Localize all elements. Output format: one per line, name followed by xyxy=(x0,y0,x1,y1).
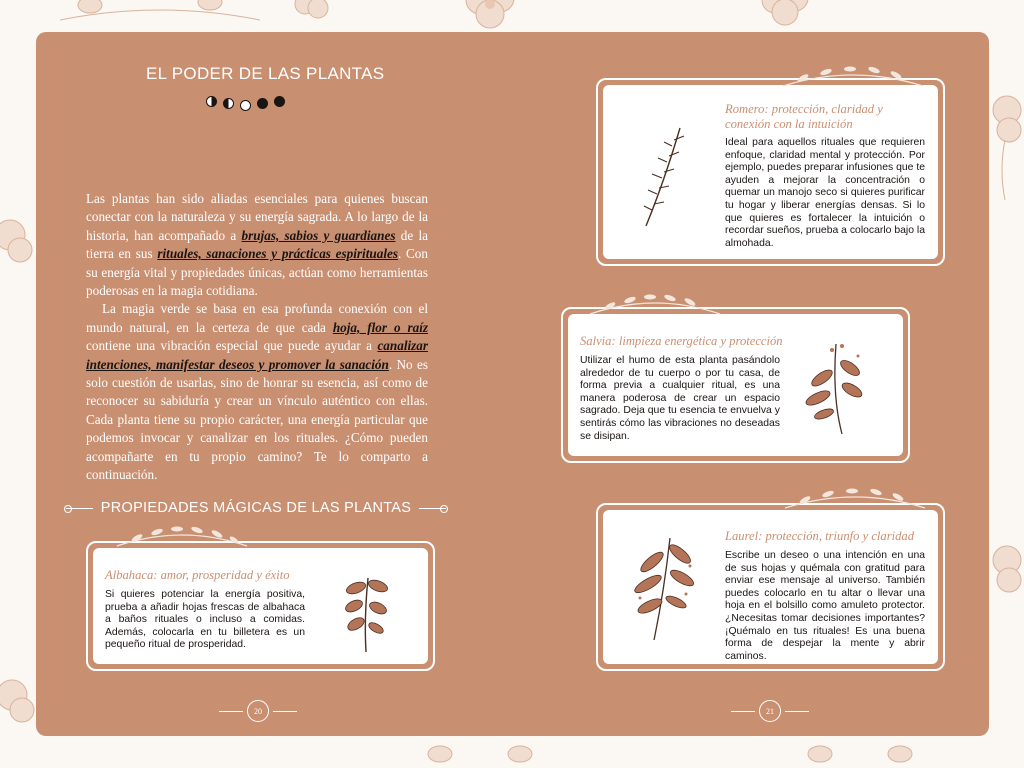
divider xyxy=(66,508,93,509)
highlight: rituales, sanaciones y prácticas espirituales xyxy=(157,246,398,262)
basil-plant-icon xyxy=(340,568,392,654)
albahaca-title: Albahaca: amor, prosperidad y éxito xyxy=(105,568,290,582)
vine-ornament-icon xyxy=(778,60,928,94)
page-number-left xyxy=(219,700,297,722)
salvia-text: Utilizar el humo de esta planta pasándolo alrededor de tu cuerpo o por tu casa, de forma previa a cualquier ritual, es una manera poderosa de crear un espacio sagrado. Deja que tu esencia te envuelva y sentirás cómo las vibraciones no deseadas se disipan. xyxy=(580,355,780,442)
page-number-right xyxy=(731,700,809,722)
last-quarter-icon xyxy=(274,96,285,107)
intro-text-run: . No es solo cuestión de usarlas, sino de honrar su esencia, así como de reconocer su sabiduría y crear un vínculo auténtico con ellas. Cada planta tiene su propio carácter, una energía particular que podemos invocar y canalizar en los rituales. ¿Cómo pueden acompañarte en tu propio camino? Te lo comparto a continuación. xyxy=(86,356,428,483)
divider xyxy=(731,711,755,712)
romero-text: Ideal para aquellos rituales que requieren enfoque, claridad mental y protección. Por ejemplo, puedes preparar infusiones que te ayuden a mejorar la concentración o quemar un manojo seco si quieres purificar tu hogar y liberar energías densas. Si lo que quieres es fortalecer la intuición o recordar sueños, prueba a colocarlo bajo la almohada. xyxy=(725,137,925,249)
moon-phases xyxy=(206,92,285,111)
section-heading-text: PROPIEDADES MÁGICAS DE LAS PLANTAS xyxy=(100,500,412,516)
intro-text-run: Las plantas han sido aliadas esenciales para quienes buscan conectar con la naturaleza y su energía sagrada. A lo largo de la historia, han acompañado a xyxy=(86,191,428,243)
full-moon-icon xyxy=(257,98,268,109)
vine-ornament-icon xyxy=(780,482,930,516)
flower-icon xyxy=(985,540,1024,650)
section-heading xyxy=(66,500,446,516)
flower-icon xyxy=(760,736,960,768)
page-number: 20 xyxy=(247,700,269,722)
divider xyxy=(419,508,446,509)
divider xyxy=(219,711,243,712)
vine-ornament-icon xyxy=(112,520,252,554)
page-title: EL PODER DE LAS PLANTAS xyxy=(146,64,385,83)
intro-paragraph xyxy=(86,300,428,484)
intro-text-run: de la tierra en sus xyxy=(86,227,428,262)
sage-plant-icon xyxy=(802,336,866,438)
salvia-title: Salvia: limpieza energética y protección xyxy=(580,334,783,348)
intro-text-run: . Con su energía vital y propiedades únicas, actúan como herramientas poderosas en la magia cotidiana. xyxy=(86,246,428,299)
page-number: 21 xyxy=(759,700,781,722)
intro-paragraph xyxy=(86,190,428,300)
vine-ornament-icon xyxy=(585,288,725,322)
flower-icon xyxy=(380,736,580,768)
intro-text-run: contiene una vibración especial que puede ayudar a xyxy=(86,338,378,354)
waxing-crescent-icon xyxy=(206,96,217,107)
divider xyxy=(785,711,809,712)
laurel-plant-icon xyxy=(630,532,694,644)
laurel-text: Escribe un deseo o una intención en una de sus hojas y quémala con gratitud para enviar ese mensaje al universo. También puedes colocarlo en tu altar o llevar una hoja en el bolsillo como amuleto protector. ¿Necesitas tomar decisiones importantes? ¡Quémalo en tus rituales! Es una buena forma de despejar la mente y abrir caminos. xyxy=(725,550,925,662)
flower-icon xyxy=(280,0,340,30)
rosemary-plant-icon xyxy=(640,122,690,230)
highlight: hoja, flor o raíz xyxy=(332,319,428,335)
new-moon-icon xyxy=(240,100,251,111)
highlight: canalizar intenciones, manifestar deseos y promover la sanación xyxy=(86,338,428,372)
intro-text-run: La magia verde se basa en esa profunda conexión con el mundo natural, en la certeza de que cada xyxy=(86,301,428,335)
flower-icon xyxy=(985,90,1024,200)
flower-icon xyxy=(0,210,40,280)
romero-title: Romero: protección, claridad y conexión con la intuición xyxy=(725,102,883,131)
intro-text xyxy=(86,190,428,485)
first-quarter-icon xyxy=(223,98,234,109)
flower-icon xyxy=(740,0,830,32)
laurel-title: Laurel: protección, triunfo y claridad xyxy=(725,529,914,543)
divider xyxy=(273,711,297,712)
highlight: brujas, sabios y guardianes xyxy=(241,227,396,243)
albahaca-text: Si quieres potenciar la energía positiva, prueba a añadir hojas frescas de albahaca a baños rituales o incluso a comidas. Además, colocarla en tu billetera es un pequeño ritual de prosperidad. xyxy=(105,589,305,651)
flower-icon xyxy=(60,0,260,30)
